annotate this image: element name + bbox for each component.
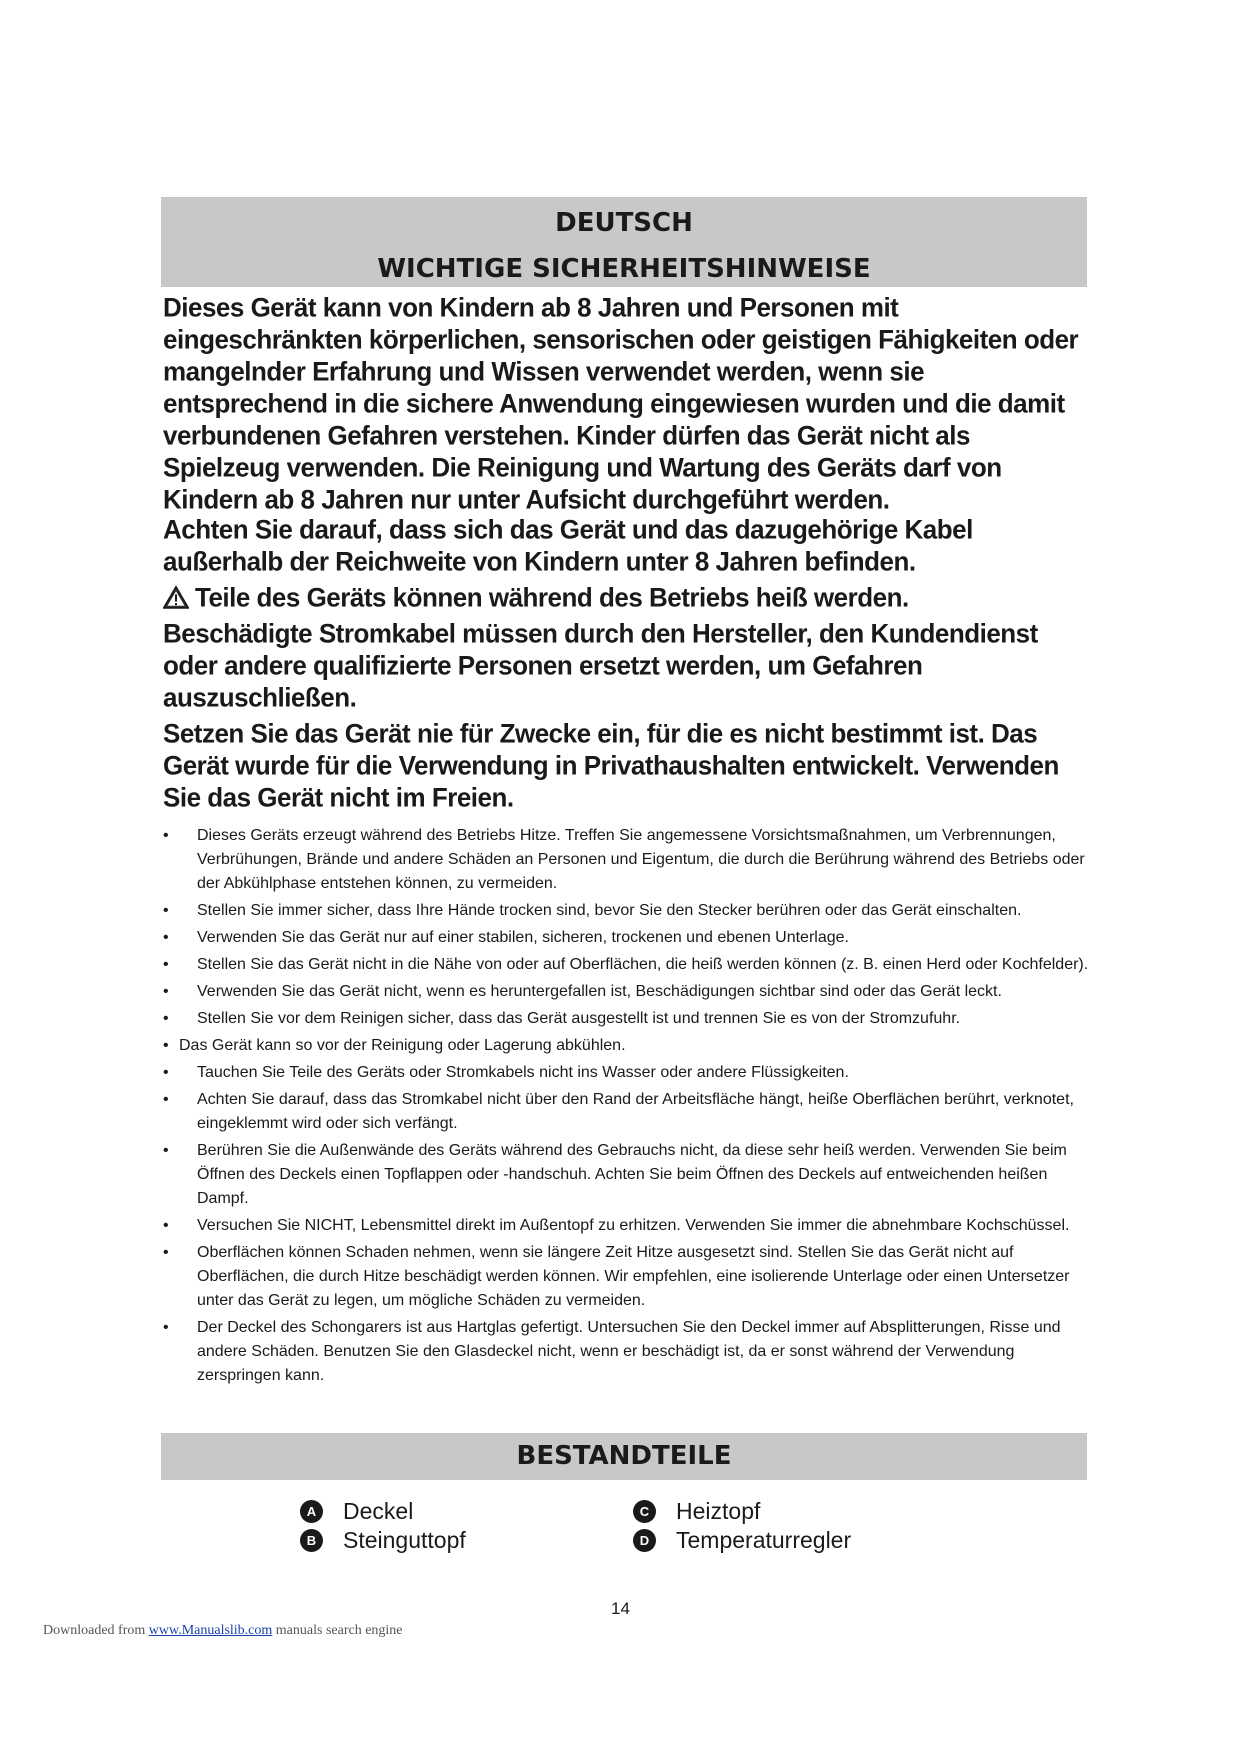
- list-item: • Stellen Sie das Gerät nicht in die Nähe von oder auf Oberflächen, die heiß werden können (z. B. einen Herd oder Kochfelder).: [163, 956, 1089, 973]
- bold-paragraph-5: Setzen Sie das Gerät nie für Zwecke ein, für die es nicht bestimmt ist. Das Gerät wurde für die Verwendung in Privathaushalten entwickelt. Verwenden Sie das Gerät nicht im Freien.: [163, 718, 1059, 813]
- part-label: Deckel: [343, 1498, 414, 1524]
- part-label: Temperaturregler: [676, 1527, 852, 1553]
- list-item: • Stellen Sie vor dem Reinigen sicher, dass das Gerät ausgestellt ist und trennen Sie es von der Stromzufuhr.: [163, 1010, 961, 1027]
- manualslib-link[interactable]: www.Manualslib.com: [148, 1623, 273, 1638]
- list-item: • Versuchen Sie NICHT, Lebensmittel direkt im Außentopf zu erhitzen. Verwenden Sie immer die abnehmbare Kochschüssel.: [163, 1217, 1070, 1234]
- page-number: 14: [611, 1599, 630, 1618]
- part-item-a: [300, 1497, 413, 1526]
- list-item: • Das Gerät kann so vor der Reinigung oder Lagerung abkühlen.: [163, 1037, 626, 1054]
- part-item-b: [300, 1526, 466, 1555]
- warning-triangle-icon: [163, 585, 189, 617]
- download-footer: Downloaded from www.Manualslib.com manuals search engine: [43, 1623, 403, 1638]
- part-letter-badge: D: [633, 1529, 656, 1552]
- bold-paragraph-3: Teile des Geräts können während des Betriebs heiß werden.: [163, 582, 1093, 617]
- safety-bullet-list: [163, 824, 1093, 1391]
- safety-title: WICHTIGE SICHERHEITSHINWEISE: [377, 254, 871, 284]
- list-item: • Verwenden Sie das Gerät nur auf einer stabilen, sicheren, trockenen und ebenen Unterlage.: [163, 929, 849, 946]
- list-item: • Tauchen Sie Teile des Geräts oder Stromkabels nicht ins Wasser oder andere Flüssigkeiten.: [163, 1064, 849, 1081]
- bold-paragraph-4: Beschädigte Stromkabel müssen durch den Hersteller, den Kundendienst oder andere qualifizierte Personen ersetzt werden, um Gefahren auszuschließen.: [163, 618, 1038, 713]
- safety-header-banner: [161, 197, 1087, 287]
- part-letter-badge: B: [300, 1529, 323, 1552]
- bold-paragraph-2: Achten Sie darauf, dass sich das Gerät und das dazugehörige Kabel außerhalb der Reichweite von Kindern unter 8 Jahren befinden.: [163, 514, 973, 577]
- part-label: Steinguttopf: [343, 1527, 466, 1553]
- list-item: • Oberflächen können Schaden nehmen, wenn sie längere Zeit Hitze ausgesetzt sind. Stellen Sie das Gerät nicht auf Oberflächen, die durch Hitze beschädigt werden können. Wir empfehlen, eine isolierende Unterlage oder einen Untersetzer unter das Gerät zu legen, um mögliche Schäden zu vermeiden.: [163, 1244, 1070, 1309]
- part-label: Heiztopf: [676, 1498, 761, 1524]
- list-item: • Achten Sie darauf, dass das Stromkabel nicht über den Rand der Arbeitsfläche hängt, heiße Oberflächen berührt, verknotet, eingeklemmt wird oder sich verfängt.: [163, 1091, 1074, 1132]
- part-letter-badge: A: [300, 1500, 323, 1523]
- list-item: • Berühren Sie die Außenwände des Geräts während des Gebrauchs nicht, da diese sehr heiß werden. Verwenden Sie beim Öffnen des Deckels einen Topflappen oder -handschuh. Achten Sie beim Öffnen des Deckels auf entweichenden heißen Dampf.: [163, 1142, 1067, 1207]
- parts-section-banner: BESTANDTEILE: [161, 1433, 1087, 1480]
- part-item-c: [633, 1497, 760, 1526]
- list-item: • Der Deckel des Schongarers ist aus Hartglas gefertigt. Untersuchen Sie den Deckel immer auf Absplitterungen, Risse und andere Schäden. Benutzen Sie den Glasdeckel nicht, wenn er beschädigt ist, da er sonst während der Verwendung zerspringen kann.: [163, 1319, 1061, 1384]
- list-item: • Stellen Sie immer sicher, dass Ihre Hände trocken sind, bevor Sie den Stecker berühren oder das Gerät einschalten.: [163, 902, 1022, 919]
- bold-paragraph-1: Dieses Gerät kann von Kindern ab 8 Jahren und Personen mit eingeschränkten körperlichen, sensorischen oder geistigen Fähigkeiten oder mangelnder Erfahrung und Wissen verwendet werden, wenn sie entsprechend in die sichere Anwendung eingewiesen wurden und die damit verbundenen Gefahren verstehen. Kinder dürfen das Gerät nicht als Spielzeug verwenden. Die Reinigung und Wartung des Geräts darf von Kindern ab 8 Jahren nur unter Aufsicht durchgeführt werden.: [163, 292, 1079, 515]
- part-letter-badge: C: [633, 1500, 656, 1523]
- list-item: • Verwenden Sie das Gerät nicht, wenn es heruntergefallen ist, Beschädigungen sichtbar sind oder das Gerät leckt.: [163, 983, 1002, 1000]
- list-item: • Dieses Geräts erzeugt während des Betriebs Hitze. Treffen Sie angemessene Vorsichtsmaßnahmen, um Verbrennungen, Verbrühungen, Brände und andere Schäden an Personen und Eigentum, die durch die Berührung während des Betriebs oder der Abkühlphase entstehen können, zu vermeiden.: [163, 827, 1085, 892]
- language-heading: DEUTSCH: [555, 208, 693, 238]
- part-item-d: [633, 1526, 851, 1555]
